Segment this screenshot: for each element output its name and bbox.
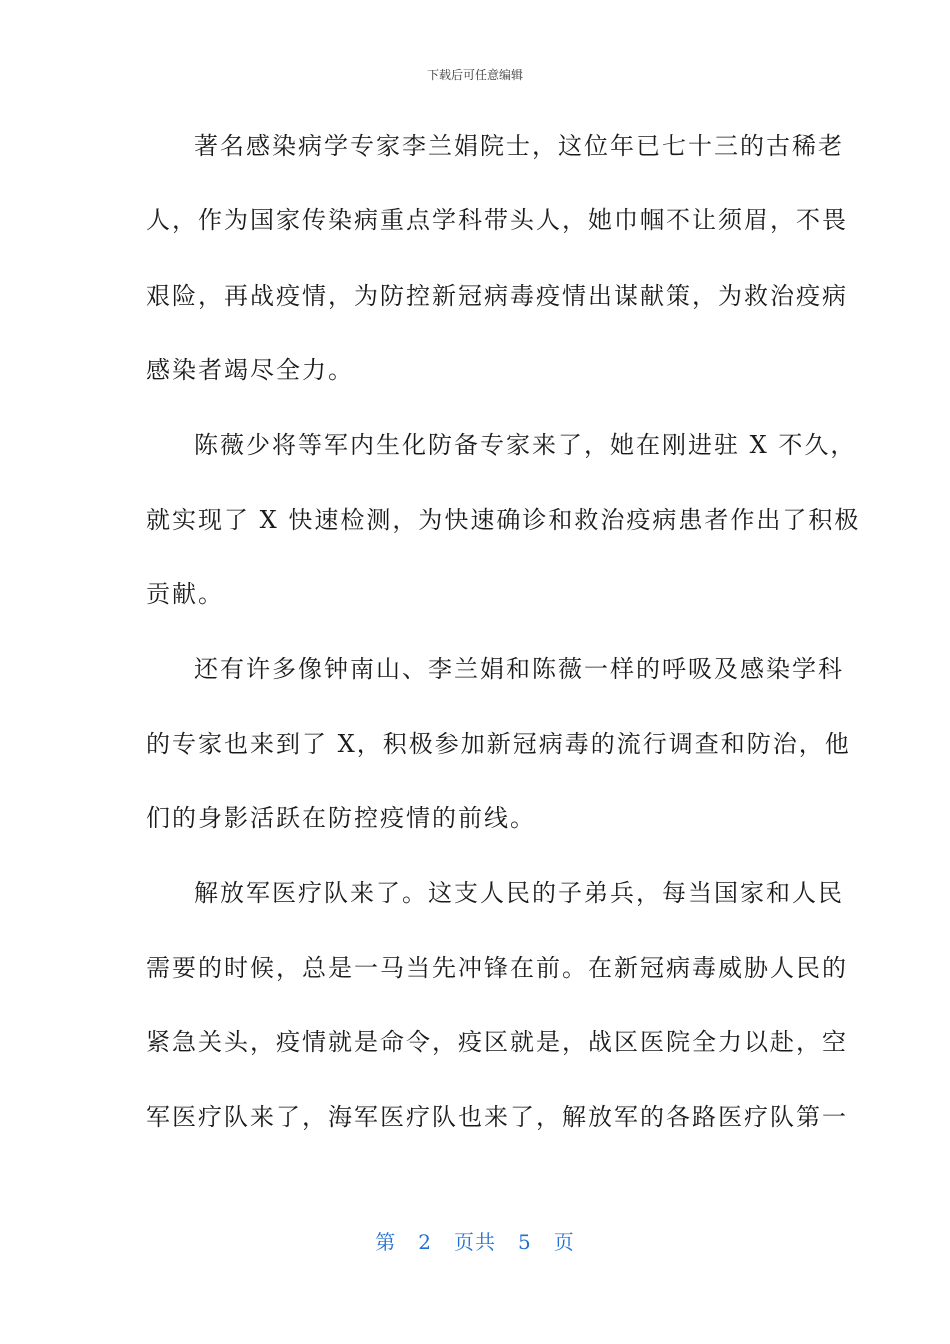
text-line: 艰险，再战疫情，为防控新冠病毒疫情出谋献策，为救治疫病 [146,282,848,310]
text-line: 解放军医疗队来了。这支人民的子弟兵，每当国家和人民 [194,879,844,907]
text-line: 还有许多像钟南山、李兰娟和陈薇一样的呼吸及感染学科 [194,655,844,683]
text-line: 军医疗队来了，海军医疗队也来了，解放军的各路医疗队第一 [146,1103,848,1131]
text-line: 需要的时候，总是一马当先冲锋在前。在新冠病毒威胁人民的 [146,954,848,982]
page-footer [0,1226,950,1255]
text-line: 人，作为国家传染病重点学科带头人，她巾帼不让须眉，不畏 [146,206,848,234]
footer-suffix: 页 [553,1230,575,1254]
text-line: 的专家也来到了 X，积极参加新冠病毒的流行调查和防治，他 [146,730,851,758]
text-line: 就实现了 X 快速检测，为快速确诊和救治疫病患者作出了积极 [146,506,861,534]
footer-total-pages: 5 [518,1230,532,1254]
text-line: 紧急关头，疫情就是命令，疫区就是，战区医院全力以赴，空 [146,1028,848,1056]
header-note: 下载后可任意编辑 [426,68,523,82]
text-line: 贡献。 [146,580,224,608]
footer-current-page: 2 [418,1230,432,1254]
footer-middle: 页共 [454,1230,496,1254]
footer-prefix: 第 [375,1230,397,1254]
text-line: 陈薇少将等军内生化防备专家来了，她在刚进驻 X 不久， [194,431,857,459]
text-line: 著名感染病学专家李兰娟院士，这位年已七十三的古稀老 [194,132,844,160]
text-line: 感染者竭尽全力。 [146,356,354,384]
text-line: 们的身影活跃在防控疫情的前线。 [146,804,536,832]
